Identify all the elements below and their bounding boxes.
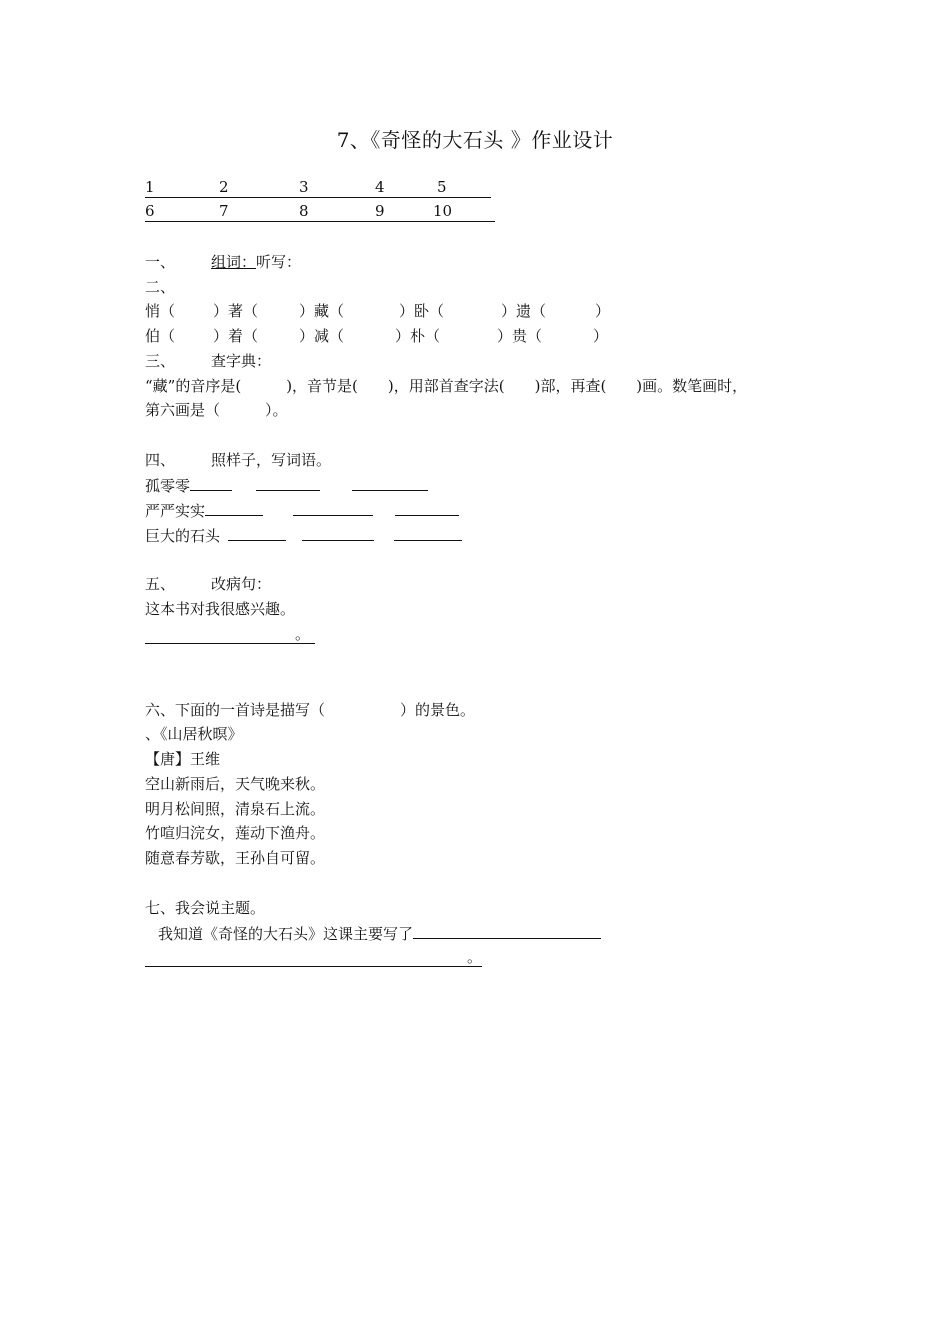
char-row-2 [145, 326, 608, 346]
section-number: 一、 [145, 253, 176, 271]
dictionary-question-cont: 第六画是（ ）。 [145, 401, 288, 419]
section-1-heading [145, 252, 301, 272]
section-label: 改病句： [211, 575, 272, 593]
answer-blank[interactable] [293, 500, 373, 516]
poem-author: 【唐】王维 [145, 750, 221, 768]
section-number: 二、 [145, 278, 176, 296]
section-2-heading [145, 277, 175, 297]
word-example: 巨大的石头 [145, 527, 221, 545]
number-label: 4 [375, 178, 385, 196]
section-label-underlined: 组词： [211, 253, 257, 271]
section-6-heading: 六、下面的一首诗是描写（ ）的景色。 [145, 701, 476, 719]
theme-prompt: 我知道《奇怪的大石头》这课主要写了 [158, 925, 414, 943]
section-3-heading [145, 351, 271, 371]
char-item: 伯（ [145, 327, 176, 345]
poem-line: 随意春芳歇，王孙自可留。 [145, 849, 326, 867]
section-label: 照样子，写词语。 [211, 451, 332, 469]
char-item: ） [593, 327, 609, 345]
word-example-row [145, 475, 428, 496]
word-example: 严严实实 [145, 502, 206, 520]
number-label: 7 [219, 202, 229, 220]
section-4-heading [145, 450, 331, 470]
number-label: 10 [433, 202, 453, 220]
dictionary-question: “藏”的音序是( )，音节是( )，用部首查字法( )部，再查( )画。数笔画时， [145, 377, 748, 395]
section-number: 三、 [145, 352, 176, 370]
char-item: ）朴（ [395, 327, 441, 345]
correction-blank[interactable] [145, 624, 315, 644]
poem-line: 空山新雨后，天气晚来秋。 [145, 775, 326, 793]
number-label: 9 [375, 202, 385, 220]
answer-blank[interactable] [190, 475, 232, 491]
answer-blank[interactable] [256, 475, 320, 491]
section-label: 听写： [256, 253, 302, 271]
answer-blank[interactable] [394, 525, 462, 541]
section-number: 四、 [145, 451, 176, 469]
number-label: 5 [437, 178, 447, 196]
answer-blank[interactable] [395, 500, 459, 516]
theme-answer-blank[interactable] [145, 947, 482, 967]
number-row-1 [145, 177, 491, 198]
word-example-row [145, 525, 462, 546]
section-label: 查字典： [211, 352, 272, 370]
word-example: 孤零零 [145, 477, 191, 495]
section-7-heading: 七、我会说主题。 [145, 899, 266, 917]
answer-blank[interactable] [302, 525, 374, 541]
char-row-1 [145, 301, 610, 321]
char-item: ）著（ [213, 302, 259, 320]
page-title: 7、《奇怪的大石头 》作业设计 [336, 128, 614, 152]
word-example-row [145, 500, 459, 521]
number-label: 2 [219, 178, 229, 196]
section-5-heading [145, 574, 271, 594]
number-row-2 [145, 201, 495, 222]
char-item: 悄（ [145, 302, 176, 320]
char-item: ）遗（ [501, 302, 547, 320]
number-label: 6 [145, 202, 155, 220]
theme-prompt-row [158, 923, 601, 944]
answer-blank[interactable] [228, 525, 286, 541]
number-label: 1 [145, 178, 155, 196]
poem-line: 竹喧归浣女，莲动下渔舟。 [145, 824, 326, 842]
number-label: 8 [299, 202, 309, 220]
faulty-sentence: 这本书对我很感兴趣。 [145, 600, 296, 618]
char-item: ） [595, 302, 611, 320]
section-number: 五、 [145, 575, 176, 593]
char-item: ）卧（ [399, 302, 445, 320]
char-item: ）减（ [299, 327, 345, 345]
period-mark: 。 [467, 948, 483, 966]
poem-title: 、《山居秋暝》 [145, 725, 243, 743]
answer-blank[interactable] [352, 475, 428, 491]
answer-blank[interactable] [205, 500, 263, 516]
period-mark: 。 [295, 625, 311, 643]
char-item: ）着（ [213, 327, 259, 345]
char-item: ）藏（ [299, 302, 345, 320]
poem-line: 明月松间照，清泉石上流。 [145, 800, 326, 818]
char-item: ）贵（ [497, 327, 543, 345]
number-label: 3 [299, 178, 309, 196]
answer-blank[interactable] [413, 923, 601, 939]
